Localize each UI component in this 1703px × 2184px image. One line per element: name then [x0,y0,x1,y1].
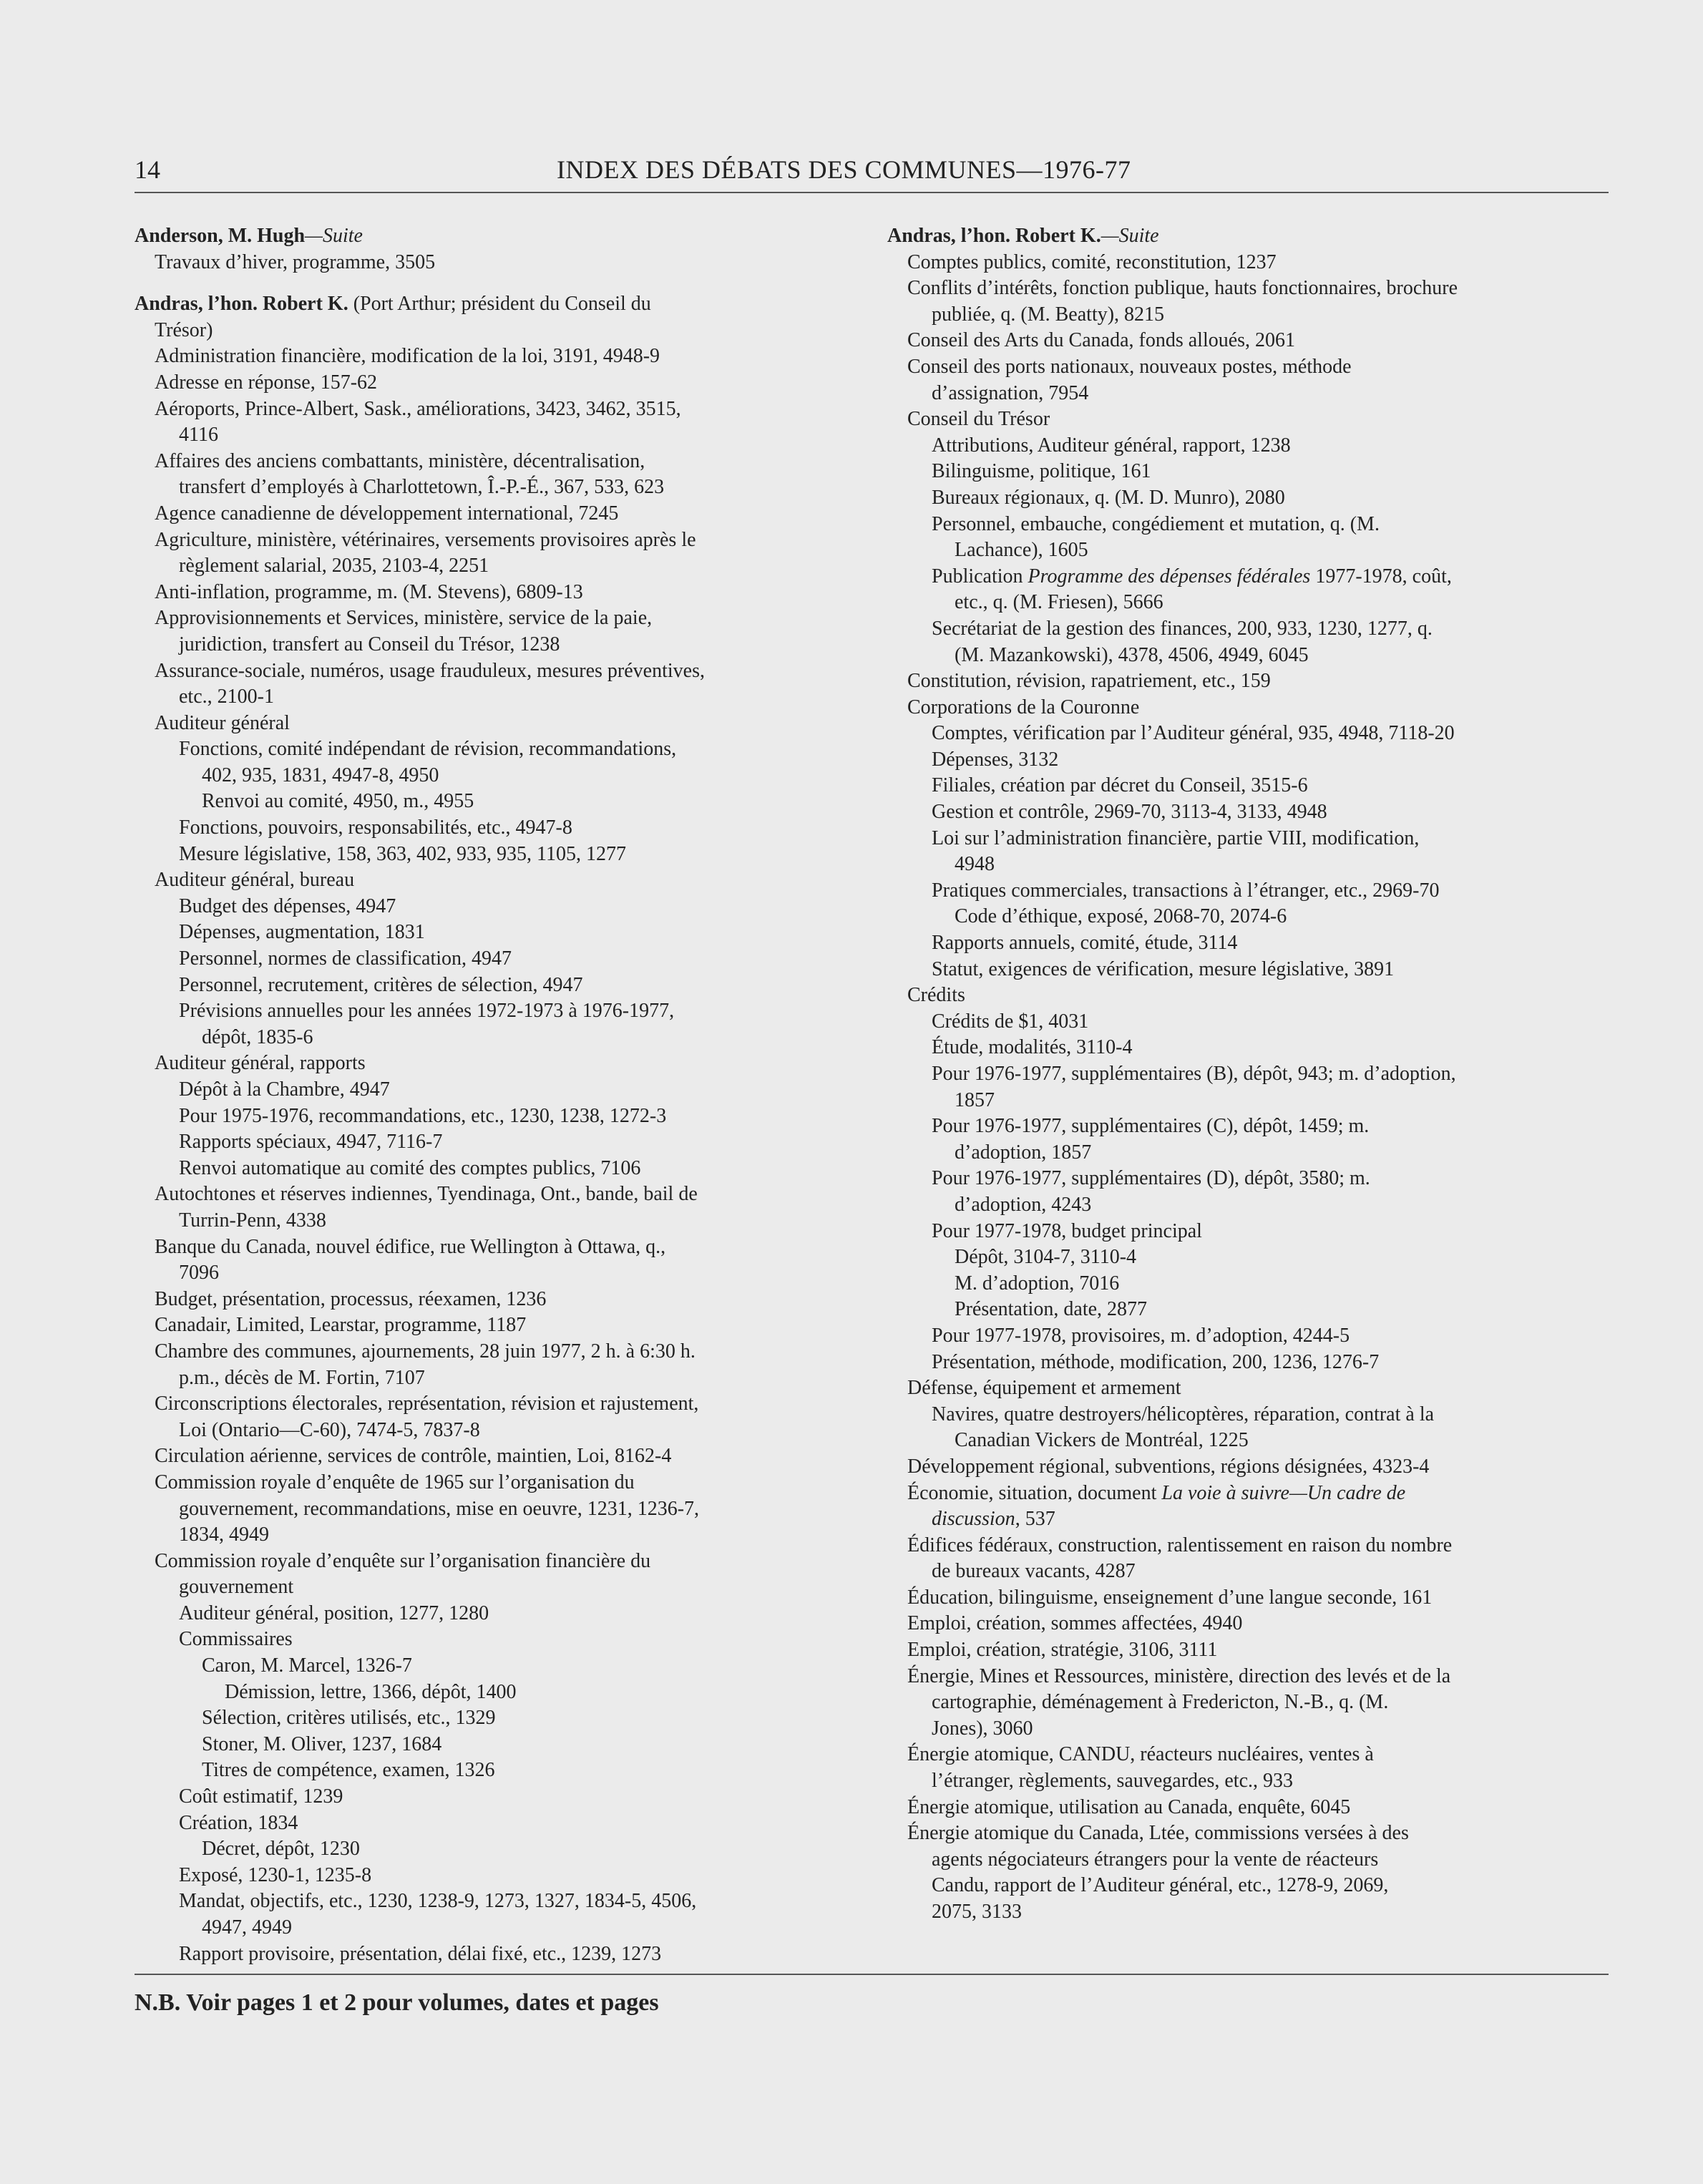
index-entry: 402, 935, 1831, 4947-8, 4950 [202,764,439,786]
index-entry: Navires, quatre destroyers/hélicoptères, réparation, contrat à la [932,1403,1435,1425]
index-entry: Canadian Vickers de Montréal, 1225 [955,1429,1249,1452]
index-entry: Pratiques commerciales, transactions à l’étranger, etc., 2969-70 [932,879,1440,902]
index-entry: Commission royale d’enquête de 1965 sur l’organisation du [155,1471,635,1493]
index-entry: 1857 [955,1088,995,1111]
index-entry: Pour 1976-1977, supplémentaires (C), dépôt, 1459; m. [932,1115,1370,1138]
index-entry: Auditeur général [155,711,290,734]
index-entry: Étude, modalités, 3110-4 [932,1036,1133,1059]
index-entry: Agriculture, ministère, vétérinaires, versements provisoires après le [155,528,696,551]
index-entry: Emploi, création, stratégie, 3106, 3111 [907,1639,1218,1662]
index-entry: Gestion et contrôle, 2969-70, 3113-4, 3133, 4948 [932,801,1327,824]
index-entry: Présentation, méthode, modification, 200, 1236, 1276-7 [932,1350,1380,1373]
running-title: INDEX DES DÉBATS DES COMMUNES—1976-77 [557,155,1131,184]
index-entry: Constitution, révision, rapatriement, etc., 159 [907,670,1271,693]
index-entry: 7096 [179,1262,219,1284]
index-heading: Anderson, M. Hugh—Suite [135,225,363,247]
index-entry: Loi sur l’administration financière, partie VIII, modification, [932,827,1420,849]
index-entry: dépôt, 1835-6 [202,1025,313,1048]
index-entry: Assurance-sociale, numéros, usage frauduleux, mesures préventives, [155,659,705,682]
index-entry: Approvisionnements et Services, ministère, service de la paie, [155,607,653,630]
index-entry: juridiction, transfert au Conseil du Trésor, 1238 [179,633,560,655]
index-entry: Code d’éthique, exposé, 2068-70, 2074-6 [955,905,1287,928]
index-entry: Conseil des Arts du Canada, fonds alloués, 2061 [907,329,1296,352]
index-entry: agents négociateurs étrangers pour la vente de réacteurs [932,1848,1379,1871]
index-entry: Administration financière, modification de la loi, 3191, 4948-9 [155,345,660,368]
index-entry: Rapport provisoire, présentation, délai fixé, etc., 1239, 1273 [179,1942,662,1965]
index-entry: Fonctions, pouvoirs, responsabilités, etc., 4947-8 [179,816,572,839]
index-entry: Bilinguisme, politique, 161 [932,460,1151,483]
index-entry: Renvoi automatique au comité des comptes publics, 7106 [179,1156,641,1179]
index-entry: Auditeur général, rapports [155,1052,366,1075]
index-entry: Pour 1975-1976, recommandations, etc., 1230, 1238, 1272-3 [179,1104,667,1127]
index-entry: Auditeur général, position, 1277, 1280 [179,1602,489,1624]
index-entry: Lachance), 1605 [955,539,1088,562]
index-entry: Pour 1976-1977, supplémentaires (B), dépôt, 943; m. d’adoption, [932,1063,1456,1085]
footnote: N.B. Voir pages 1 et 2 pour volumes, dates et pages [135,1989,659,2016]
index-entry: gouvernement [179,1576,294,1599]
index-entry: Création, 1834 [179,1811,298,1834]
page-number: 14 [135,155,160,184]
footer-rule [135,1974,1609,1975]
index-entry: cartographie, déménagement à Fredericton, N.-B., q. (M. [932,1691,1389,1714]
index-entry: Énergie atomique, utilisation au Canada, enquête, 6045 [907,1795,1351,1818]
index-entry: Comptes, vérification par l’Auditeur général, 935, 4948, 7118-20 [932,722,1455,745]
index-entry: Énergie atomique, CANDU, réacteurs nucléaires, ventes à [907,1743,1374,1766]
index-entry: publiée, q. (M. Beatty), 8215 [932,303,1165,326]
index-entry: Chambre des communes, ajournements, 28 juin 1977, 2 h. à 6:30 h. [155,1340,696,1362]
index-entry: Pour 1977-1978, provisoires, m. d’adoption, 4244-5 [932,1324,1350,1347]
index-entry: Loi (Ontario—C-60), 7474-5, 7837-8 [179,1418,480,1441]
index-entry: d’adoption, 1857 [955,1141,1092,1164]
index-entry: Renvoi au comité, 4950, m., 4955 [202,790,474,813]
index-entry: Travaux d’hiver, programme, 3505 [155,250,436,273]
index-entry: Canadair, Limited, Learstar, programme, 1187 [155,1314,527,1337]
index-entry: gouvernement, recommandations, mise en oeuvre, 1231, 1236-7, [179,1497,700,1520]
index-entry: Banque du Canada, nouvel édifice, rue Wellington à Ottawa, q., [155,1235,666,1258]
index-entry: Secrétariat de la gestion des finances, 200, 933, 1230, 1277, q. [932,617,1433,640]
index-entry: Dépenses, augmentation, 1831 [179,921,425,944]
index-entry: discussion, 537 [932,1508,1055,1531]
index-entry: Pour 1976-1977, supplémentaires (D), dépôt, 3580; m. [932,1167,1370,1190]
index-entry: Sélection, critères utilisés, etc., 1329 [202,1707,496,1730]
index-entry: Affaires des anciens combattants, ministère, décentralisation, [155,449,645,472]
index-entry: Développement régional, subventions, régions désignées, 4323-4 [907,1455,1430,1478]
index-entry: Titres de compétence, examen, 1326 [202,1759,495,1782]
index-entry: Commissaires [179,1628,293,1651]
index-heading: Andras, l’hon. Robert K.—Suite [887,225,1159,247]
index-entry: Énergie, Mines et Ressources, ministère, direction des levés et de la [907,1664,1451,1687]
index-entry: Trésor) [155,318,213,341]
index-entry: Personnel, embauche, congédiement et mutation, q. (M. [932,512,1380,535]
index-entry: p.m., décès de M. Fortin, 7107 [179,1366,425,1389]
left-index-column [135,223,850,1967]
index-entry: Dépôt, 3104-7, 3110-4 [955,1246,1137,1269]
index-entry: Stoner, M. Oliver, 1237, 1684 [202,1732,442,1755]
index-entry: Défense, équipement et armement [907,1377,1181,1400]
index-entry: Édifices fédéraux, construction, ralentissement en raison du nombre [907,1534,1453,1556]
index-entry: Adresse en réponse, 157-62 [155,371,378,394]
index-entry: Circulation aérienne, services de contrôle, maintien, Loi, 8162-4 [155,1445,672,1468]
index-entry: Statut, exigences de vérification, mesure législative, 3891 [932,957,1395,980]
index-entry: 2075, 3133 [932,1901,1022,1923]
index-entry: règlement salarial, 2035, 2103-4, 2251 [179,555,489,577]
index-entry: 1834, 4949 [179,1524,269,1546]
index-entry: Candu, rapport de l’Auditeur général, etc., 1278-9, 2069, [932,1874,1389,1897]
index-entry: Filiales, création par décret du Conseil, 3515-6 [932,774,1308,797]
index-entry: Économie, situation, document La voie à suivre—Un cadre de [907,1481,1406,1504]
index-entry: Budget des dépenses, 4947 [179,894,396,917]
index-entry: Commission royale d’enquête sur l’organisation financière du [155,1549,651,1572]
index-entry: 4116 [179,424,218,447]
index-entry: Conflits d’intérêts, fonction publique, hauts fonctionnaires, brochure [907,277,1458,300]
index-entry: Rapports spéciaux, 4947, 7116-7 [179,1131,443,1154]
index-entry: 4947, 4949 [202,1916,292,1939]
index-entry: Agence canadienne de développement international, 7245 [155,502,619,525]
index-entry: Conseil du Trésor [907,408,1050,431]
index-entry: etc., 2100-1 [179,686,274,708]
index-entry: Attributions, Auditeur général, rapport, 1238 [932,434,1291,457]
index-entry: Corporations de la Couronne [907,696,1140,718]
index-entry: Autochtones et réserves indiennes, Tyendinaga, Ont., bande, bail de [155,1183,698,1206]
index-entry: Pour 1977-1978, budget principal [932,1219,1202,1242]
index-entry: Jones), 3060 [932,1717,1033,1740]
index-entry: Rapports annuels, comité, étude, 3114 [932,932,1238,955]
index-entry: Budget, présentation, processus, réexamen, 1236 [155,1287,547,1310]
index-entry: Mesure législative, 158, 363, 402, 933, 935, 1105, 1277 [179,842,627,865]
index-entry: Turrin-Penn, 4338 [179,1209,326,1232]
page-header [135,152,1609,193]
index-entry: M. d’adoption, 7016 [955,1272,1120,1295]
index-entry: Caron, M. Marcel, 1326-7 [202,1654,412,1677]
index-entry: Dépôt à la Chambre, 4947 [179,1078,390,1101]
index-entry: d’adoption, 4243 [955,1193,1092,1216]
index-entry: (M. Mazankowski), 4378, 4506, 4949, 6045 [955,643,1309,666]
index-entry: Personnel, recrutement, critères de sélection, 4947 [179,973,583,996]
index-entry: Coût estimatif, 1239 [179,1785,343,1808]
index-entry: etc., q. (M. Friesen), 5666 [955,591,1163,614]
index-entry: Bureaux régionaux, q. (M. D. Munro), 2080 [932,486,1285,509]
index-entry: Aéroports, Prince-Albert, Sask., améliorations, 3423, 3462, 3515, [155,397,681,420]
index-entry: Crédits [907,984,965,1007]
index-entry: Emploi, création, sommes affectées, 4940 [907,1612,1243,1635]
index-entry: Anti-inflation, programme, m. (M. Stevens), 6809-13 [155,580,583,603]
index-entry: Auditeur général, bureau [155,869,355,892]
index-entry: Dépenses, 3132 [932,748,1059,771]
index-entry: d’assignation, 7954 [932,381,1089,404]
index-entry: Circonscriptions électorales, représentation, révision et rajustement, [155,1393,699,1415]
index-entry: 4948 [955,853,995,876]
index-entry: Comptes publics, comité, reconstitution, 1237 [907,250,1277,273]
index-entry: transfert d’employés à Charlottetown, Î.-P.-É., 367, 533, 623 [179,476,665,499]
index-entry: Prévisions annuelles pour les années 1972-1973 à 1976-1977, [179,1000,675,1023]
index-entry: Fonctions, comité indépendant de révision, recommandations, [179,738,677,761]
right-index-column [887,223,1609,1926]
index-entry: Exposé, 1230-1, 1235-8 [179,1863,372,1886]
index-heading: Andras, l’hon. Robert K. (Port Arthur; président du Conseil du [135,293,651,316]
index-entry: l’étranger, règlements, sauvegardes, etc., 933 [932,1770,1293,1793]
index-entry: Décret, dépôt, 1230 [202,1838,360,1861]
index-entry: Mandat, objectifs, etc., 1230, 1238-9, 1273, 1327, 1834-5, 4506, [179,1890,697,1913]
index-entry: Énergie atomique du Canada, Ltée, commissions versées à des [907,1822,1409,1845]
index-entry: Personnel, normes de classification, 4947 [179,947,512,970]
index-entry: Éducation, bilinguisme, enseignement d’une langue seconde, 161 [907,1586,1433,1609]
index-entry: Présentation, date, 2877 [955,1298,1148,1321]
index-entry: de bureaux vacants, 4287 [932,1560,1136,1583]
index-entry: Publication Programme des dépenses fédérales 1977-1978, coût, [932,565,1452,588]
index-entry: Conseil des ports nationaux, nouveaux postes, méthode [907,355,1352,378]
index-entry: Crédits de $1, 4031 [932,1010,1089,1033]
index-entry: Démission, lettre, 1366, dépôt, 1400 [225,1680,517,1703]
